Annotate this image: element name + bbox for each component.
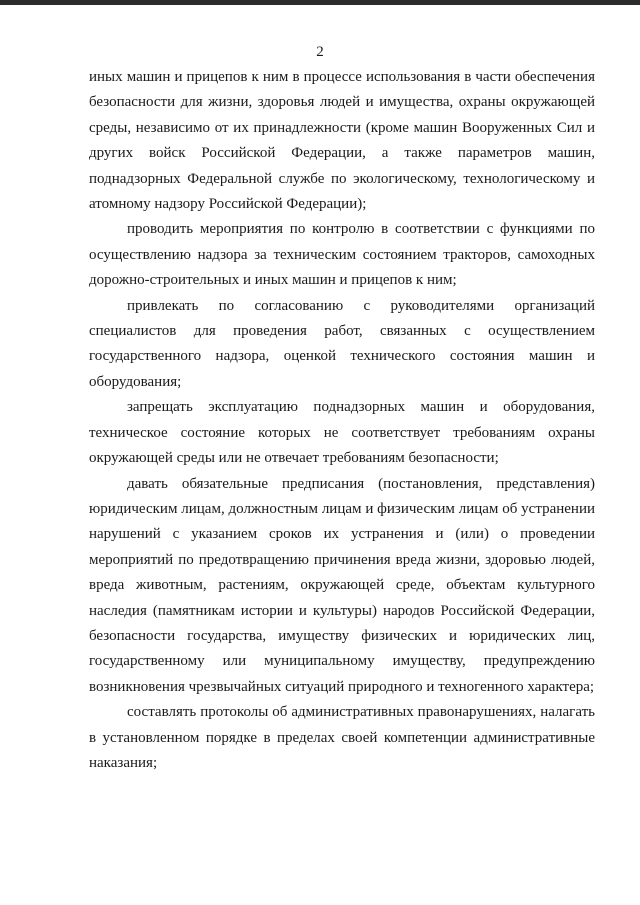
- text-line: государственного надзора, оценкой технического состояния машин и: [89, 348, 595, 365]
- text-line: в установленном порядке в пределах своей компетенции административные: [89, 729, 595, 746]
- top-border-rule: [0, 0, 640, 5]
- text-line: техническое состояние которых не соответствует требованиям охраны: [89, 424, 595, 441]
- text-line: вреда животным, растениям, окружающей среде, объектам культурного: [89, 577, 595, 594]
- text-line: давать обязательные предписания (постановления, представления): [127, 475, 595, 492]
- text-line: специалистов для проведения работ, связанных с осуществлением: [89, 323, 595, 340]
- text-line: государственному или муниципальному имуществу, предупреждению: [89, 653, 595, 670]
- text-line: привлекать по согласованию с руководителями организаций: [127, 297, 595, 314]
- text-line: нарушений с указанием сроков их устранения и (или) о проведении: [89, 526, 595, 543]
- text-line: поднадзорных Федеральной службе по экологическому, технологическому и: [89, 170, 595, 187]
- text-line: безопасности для жизни, здоровья людей и имущества, охраны окружающей: [89, 94, 595, 111]
- text-line: безопасности государства, имуществу физических и юридических лиц,: [89, 627, 595, 644]
- text-line: мероприятий по предотвращению причинения вреда жизни, здоровью людей,: [89, 551, 595, 568]
- text-line: иных машин и прицепов к ним в процессе использования в части обеспечения: [89, 69, 595, 85]
- text-line: юридическим лицам, должностным лицам и физическим лицам об устранении: [89, 500, 595, 517]
- text-line: среды, независимо от их принадлежности (кроме машин Вооруженных Сил и: [89, 119, 595, 136]
- text-line: проводить мероприятия по контролю в соответствии с функциями по: [127, 221, 595, 238]
- page-number: 2: [316, 44, 324, 60]
- document-body: [89, 65, 595, 776]
- text-line: наследия (памятникам истории и культуры) народов Российской Федерации,: [89, 602, 595, 619]
- text-line: составлять протоколы об административных правонарушениях, налагать: [127, 704, 595, 721]
- text-line: наказания;: [89, 754, 158, 771]
- text-line: оборудования;: [89, 373, 182, 390]
- text-line: дорожно-строительных и иных машин и прицепов к ним;: [89, 272, 457, 289]
- text-line: осуществлению надзора за техническим состоянием тракторов, самоходных: [89, 246, 595, 263]
- text-line: окружающей среды или не отвечает требованиям безопасности;: [89, 450, 499, 467]
- text-line: других войск Российской Федерации, а также параметров машин,: [89, 145, 595, 162]
- text-line: атомному надзору Российской Федерации);: [89, 196, 367, 213]
- text-line: запрещать эксплуатацию поднадзорных машин и оборудования,: [127, 399, 595, 416]
- text-line: возникновения чрезвычайных ситуаций природного и техногенного характера;: [89, 678, 595, 695]
